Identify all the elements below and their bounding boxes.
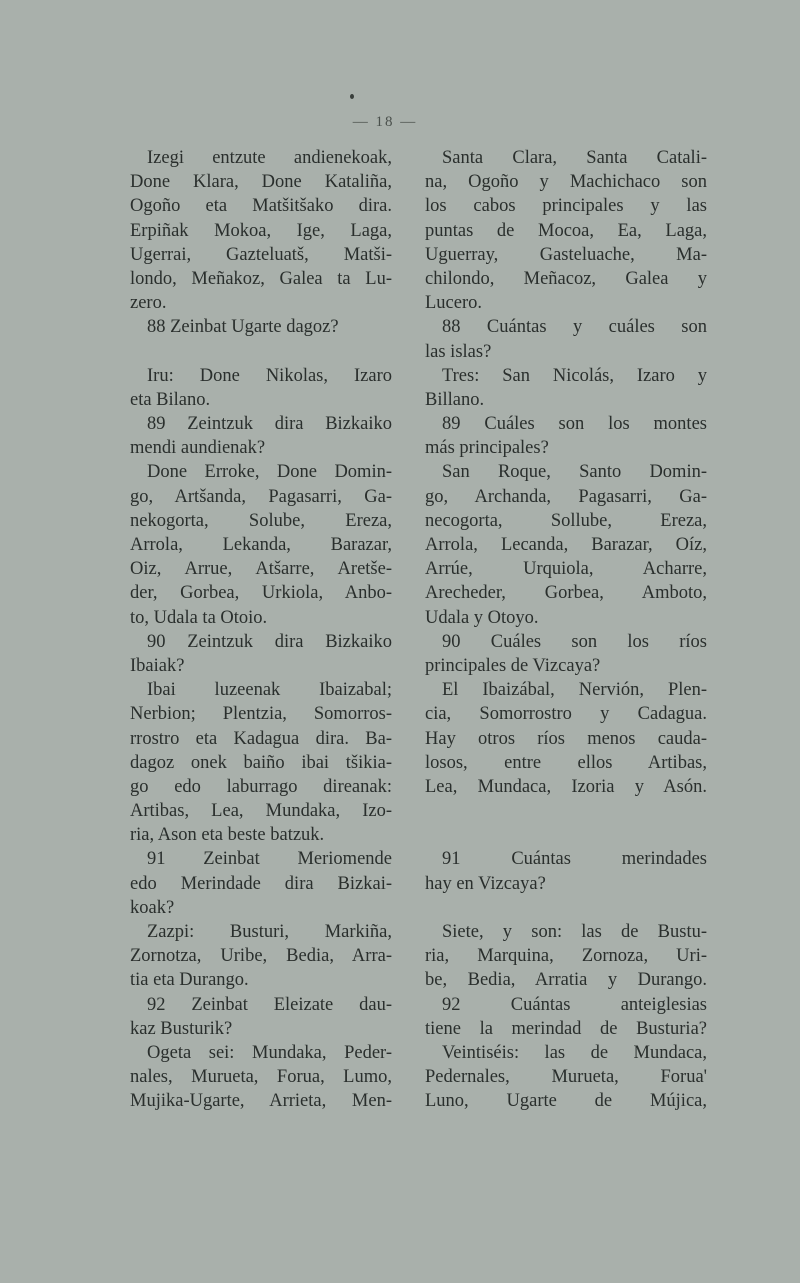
question-line: 90 Zeintzuk dira Bizkaiko: [147, 631, 392, 652]
text-line: tia eta Durango.: [130, 970, 249, 991]
text-line: go, Archanda, Pagasarri, Ga-: [425, 486, 707, 507]
text-line: Arrola, Lecanda, Barazar, Oíz,: [425, 535, 707, 555]
text-line: Done Klara, Done Kataliña,: [130, 172, 392, 193]
text-line: Izegi entzute andienekoak,: [147, 148, 392, 168]
text-line: go, Artšanda, Pagasarri, Ga-: [130, 486, 392, 507]
question-line: tiene la merindad de Busturia?: [425, 1018, 707, 1039]
text-line: der, Gorbea, Urkiola, Anbo-: [130, 583, 392, 604]
text-line: puntas de Mocoa, Ea, Laga,: [425, 220, 707, 241]
text-line: Hay otros ríos menos cauda-: [425, 728, 707, 749]
text-line: Iru: Done Nikolas, Izaro: [147, 365, 392, 386]
blank-line: [425, 823, 707, 847]
text-line: Mujika-Ugarte, Arrieta, Men-: [130, 1091, 392, 1112]
text-line: na, Ogoño y Machichaco son: [425, 172, 707, 193]
text-line: zero.: [130, 293, 167, 314]
text-line: Santa Clara, Santa Catali-: [442, 148, 707, 168]
text-line: go edo laburrago direanak:: [130, 776, 392, 797]
basque-column: [130, 146, 392, 1114]
blank-line: [425, 896, 707, 920]
text-line: to, Udala ta Otoio.: [130, 607, 268, 628]
question-line: hay en Vizcaya?: [425, 873, 546, 894]
text-line: Uguerray, Gasteluache, Ma-: [425, 244, 707, 265]
page-number: — 18 —: [352, 114, 418, 130]
question-line: kaz Busturik?: [130, 1018, 233, 1039]
blank-line: [425, 799, 707, 823]
spanish-column: [425, 146, 707, 1114]
text-line: San Roque, Santo Domin-: [442, 462, 707, 483]
text-line: Lucero.: [425, 293, 483, 314]
question-line: 90 Cuáles son los ríos: [442, 631, 707, 652]
question-line: Ibaiak?: [130, 655, 185, 676]
text-line: dagoz onek baiño ibai tšikia-: [130, 752, 392, 773]
text-line: Tres: San Nicolás, Izaro y: [442, 365, 707, 386]
text-line: londo, Meñakoz, Galea ta Lu-: [130, 268, 392, 289]
text-line: nekogorta, Solube, Ereza,: [130, 510, 392, 531]
question-line: 91 Zeinbat Meriomende: [147, 849, 392, 870]
text-line: El Ibaizábal, Nervión, Plen-: [442, 680, 707, 701]
question-line: edo Merindade dira Bizkai-: [130, 873, 392, 894]
text-line: Nerbion; Plentzia, Somorros-: [130, 704, 392, 725]
text-line: Erpiñak Mokoa, Ige, Laga,: [130, 220, 392, 241]
text-line: nales, Murueta, Forua, Lumo,: [130, 1067, 392, 1088]
text-line: Oiz, Arrue, Atšarre, Aretše-: [130, 559, 392, 580]
text-line: losos, entre ellos Artibas,: [425, 752, 707, 773]
text-line: ria, Marquina, Zornoza, Uri-: [425, 946, 707, 967]
text-line: Luno, Ugarte de Mújica,: [425, 1091, 707, 1112]
question-line: las islas?: [425, 341, 492, 362]
ink-speck: [350, 94, 354, 99]
text-line: Udala y Otoyo.: [425, 607, 539, 628]
text-line: Lea, Mundaca, Izoria y Asón.: [425, 776, 707, 797]
text-line: Ibai luzeenak Ibaizabal;: [147, 680, 392, 701]
question-line: 92 Cuántas anteiglesias: [442, 994, 707, 1015]
question-line: 88 Cuántas y cuáles son: [442, 317, 707, 338]
text-line: Ugerrai, Gazteluatš, Matši-: [130, 244, 392, 265]
text-line: Ogoño eta Matšitšako dira.: [130, 196, 392, 217]
text-line: rrostro eta Kadagua dira. Ba-: [130, 728, 392, 749]
text-line: Pedernales, Murueta, Forua': [425, 1067, 707, 1088]
text-line: Zornotza, Uribe, Bedia, Arra-: [130, 946, 392, 967]
question-line: 89 Cuáles son los montes: [442, 414, 707, 435]
question-line: koak?: [130, 897, 175, 918]
text-line: Billano.: [425, 389, 485, 410]
text-line: be, Bedia, Arratia y Durango.: [425, 970, 707, 991]
text-line: Artibas, Lea, Mundaka, Izo-: [130, 801, 392, 822]
question-line: mendi aundienak?: [130, 438, 266, 459]
text-line: Zazpi: Busturi, Markiña,: [147, 922, 392, 942]
text-line: Arecheder, Gorbea, Amboto,: [425, 583, 707, 604]
question-line: principales de Vizcaya?: [425, 655, 601, 676]
question-line: 88 Zeinbat Ugarte dagoz?: [147, 317, 339, 338]
text-line: eta Bilano.: [130, 389, 211, 410]
text-line: los cabos principales y las: [425, 196, 707, 217]
text-line: cia, Somorrostro y Cadagua.: [425, 704, 707, 725]
blank-line: [130, 340, 392, 364]
question-line: 91 Cuántas merindades: [442, 849, 707, 870]
text-line: ria, Ason eta beste batzuk.: [130, 825, 325, 846]
text-line: necogorta, Sollube, Ereza,: [425, 510, 707, 531]
text-line: Siete, y son: las de Bustu-: [442, 922, 707, 942]
question-line: 89 Zeintzuk dira Bizkaiko: [147, 414, 392, 435]
text-line: Veintiséis: las de Mundaca,: [442, 1042, 707, 1063]
text-line: Ogeta sei: Mundaka, Peder-: [147, 1042, 392, 1063]
question-line: 92 Zeinbat Eleizate dau-: [147, 994, 392, 1015]
text-line: Arrola, Lekanda, Barazar,: [130, 535, 392, 555]
text-line: Done Erroke, Done Domin-: [147, 462, 392, 483]
question-line: más principales?: [425, 438, 549, 459]
text-line: chilondo, Meñacoz, Galea y: [425, 268, 707, 289]
text-line: Arrúe, Urquiola, Acharre,: [425, 559, 707, 580]
